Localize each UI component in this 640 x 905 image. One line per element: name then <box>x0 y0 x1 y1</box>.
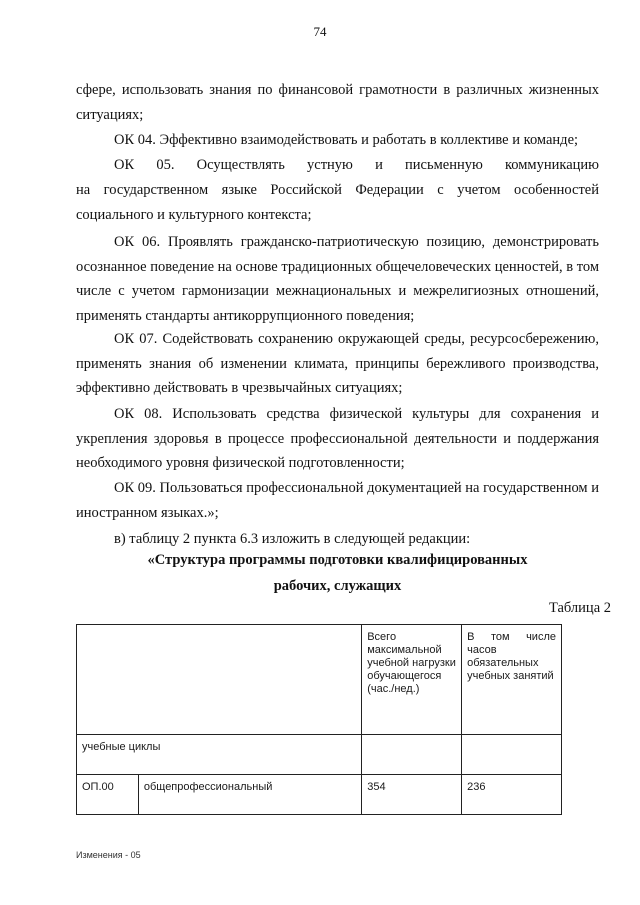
table-row <box>77 775 562 815</box>
header-empty-cell <box>77 625 362 735</box>
paragraph-ok07: ОК 07. Содействовать сохранению окружающей среды, ресурсосбережению, применять знания об изменении климата, принципы бережливого производства, эффективно действовать в чрезвычайных ситуациях; <box>76 331 599 396</box>
section-required-cell <box>462 735 562 775</box>
row-name: общепрофессиональный <box>143 781 273 793</box>
paragraph-ok08: ОК 08. Использовать средства физической культуры для сохранения и укрепления здоровья в процессе профессиональной деятельности и поддержания необходимого уровня физической подготовленности; <box>76 406 599 471</box>
header-required-cell <box>462 625 562 735</box>
row-total: 354 <box>367 781 386 793</box>
paragraph-continuation: сфере, использовать знания по финансовой грамотности в различных жизненных ситуациях; <box>76 82 599 123</box>
section-total-cell <box>362 735 462 775</box>
row-name-cell <box>138 775 361 815</box>
page-number: 74 <box>313 24 327 39</box>
header-total-label: Всего максимальной учебной нагрузки обучающегося (час./нед.) <box>367 631 456 695</box>
paragraph-ok09: ОК 09. Пользоваться профессиональной документацией на государственном и иностранном языках.»; <box>76 480 599 521</box>
row-required: 236 <box>467 781 486 793</box>
header-required-label: В том числе часов обязательных учебных занятий <box>467 631 556 682</box>
footer-revision: Изменения - 05 <box>76 850 141 860</box>
table-heading-line-1: «Структура программы подготовки квалифицированных <box>147 552 528 568</box>
table-heading-line-2: рабочих, служащих <box>273 578 402 594</box>
paragraph-ok06: ОК 06. Проявлять гражданско-патриотическую позицию, демонстрировать осознанное поведение на основе традиционных общечеловеческих ценностей, в том числе с учетом гармонизации межнациональных и межрелигиозных отношений, применять стандарты антикоррупционного поведения; <box>76 234 600 324</box>
table-caption: Таблица 2 <box>548 600 611 616</box>
table-header-row <box>77 625 562 735</box>
structure-table <box>76 624 562 815</box>
row-code: ОП.00 <box>82 781 114 793</box>
paragraph-instruction: в) таблицу 2 пункта 6.3 изложить в следующей редакции: <box>114 531 471 547</box>
section-label: учебные циклы <box>82 741 161 753</box>
row-code-cell <box>77 775 139 815</box>
row-required-cell <box>462 775 562 815</box>
paragraph-ok05-first-line: ОК 05. Осуществлять устную и письменную коммуникацию <box>114 157 599 173</box>
paragraph-ok04: ОК 04. Эффективно взаимодействовать и работать в коллективе и команде; <box>114 132 579 148</box>
paragraph-ok05-rest: на государственном языке Российской Федерации с учетом особенностей социального и культурного контекста; <box>76 182 599 223</box>
row-total-cell <box>362 775 462 815</box>
header-total-cell <box>362 625 462 735</box>
section-label-cell <box>77 735 362 775</box>
table-section-row <box>77 735 562 775</box>
